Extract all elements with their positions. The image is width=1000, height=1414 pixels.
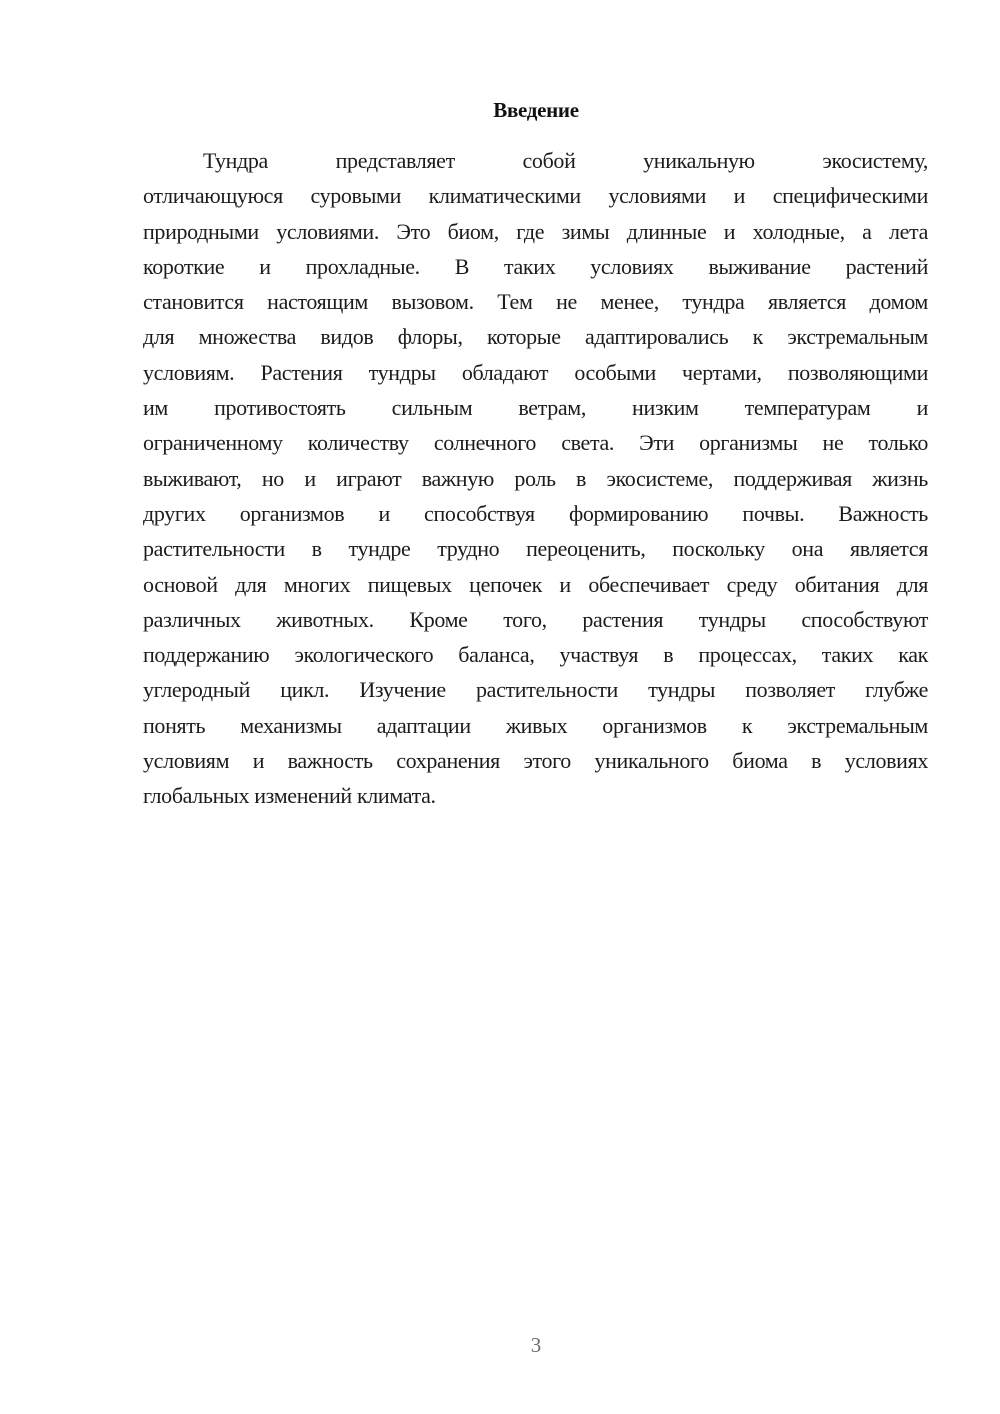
paragraph-line: других организмов и способствуя формированию почвы. Важность xyxy=(143,500,928,526)
paragraph-line: отличающуюся суровыми климатическими условиями и специфическими xyxy=(143,183,928,209)
paragraph-line: природными условиями. Это биом, где зимы длинные и холодные, а лета xyxy=(143,218,928,244)
intro-paragraph xyxy=(143,143,928,814)
paragraph-line: поддержанию экологического баланса, участвуя в процессах, таких как xyxy=(143,642,928,668)
paragraph-line: основой для многих пищевых цепочек и обеспечивает среду обитания для xyxy=(143,571,928,597)
paragraph-line: растительности в тундре трудно переоценить, поскольку она является xyxy=(143,536,928,562)
paragraph-line: условиям. Растения тундры обладают особыми чертами, позволяющими xyxy=(143,359,928,385)
paragraph-line: углеродный цикл. Изучение растительности тундры позволяет глубже xyxy=(143,677,928,703)
paragraph-line: становится настоящим вызовом. Тем не менее, тундра является домом xyxy=(143,289,928,315)
section-title: Введение xyxy=(493,98,579,122)
paragraph-line: ограниченному количеству солнечного света. Эти организмы не только xyxy=(143,430,928,456)
paragraph-line: Тундра представляет собой уникальную экосистему, xyxy=(203,148,928,173)
page-number: 3 xyxy=(530,1333,542,1357)
paragraph-line: глобальных изменений климата. xyxy=(143,783,436,809)
paragraph-line: для множества видов флоры, которые адаптировались к экстремальным xyxy=(143,324,928,350)
paragraph-line: выживают, но и играют важную роль в экосистеме, поддерживая жизнь xyxy=(143,465,928,491)
paragraph-line: различных животных. Кроме того, растения тундры способствуют xyxy=(143,606,928,632)
paragraph-line: условиям и важность сохранения этого уникального биома в условиях xyxy=(143,748,928,774)
paragraph-line: понять механизмы адаптации живых организмов к экстремальным xyxy=(143,712,928,738)
paragraph-line: им противостоять сильным ветрам, низким температурам и xyxy=(143,395,928,421)
paragraph-line: короткие и прохладные. В таких условиях выживание растений xyxy=(143,253,928,279)
